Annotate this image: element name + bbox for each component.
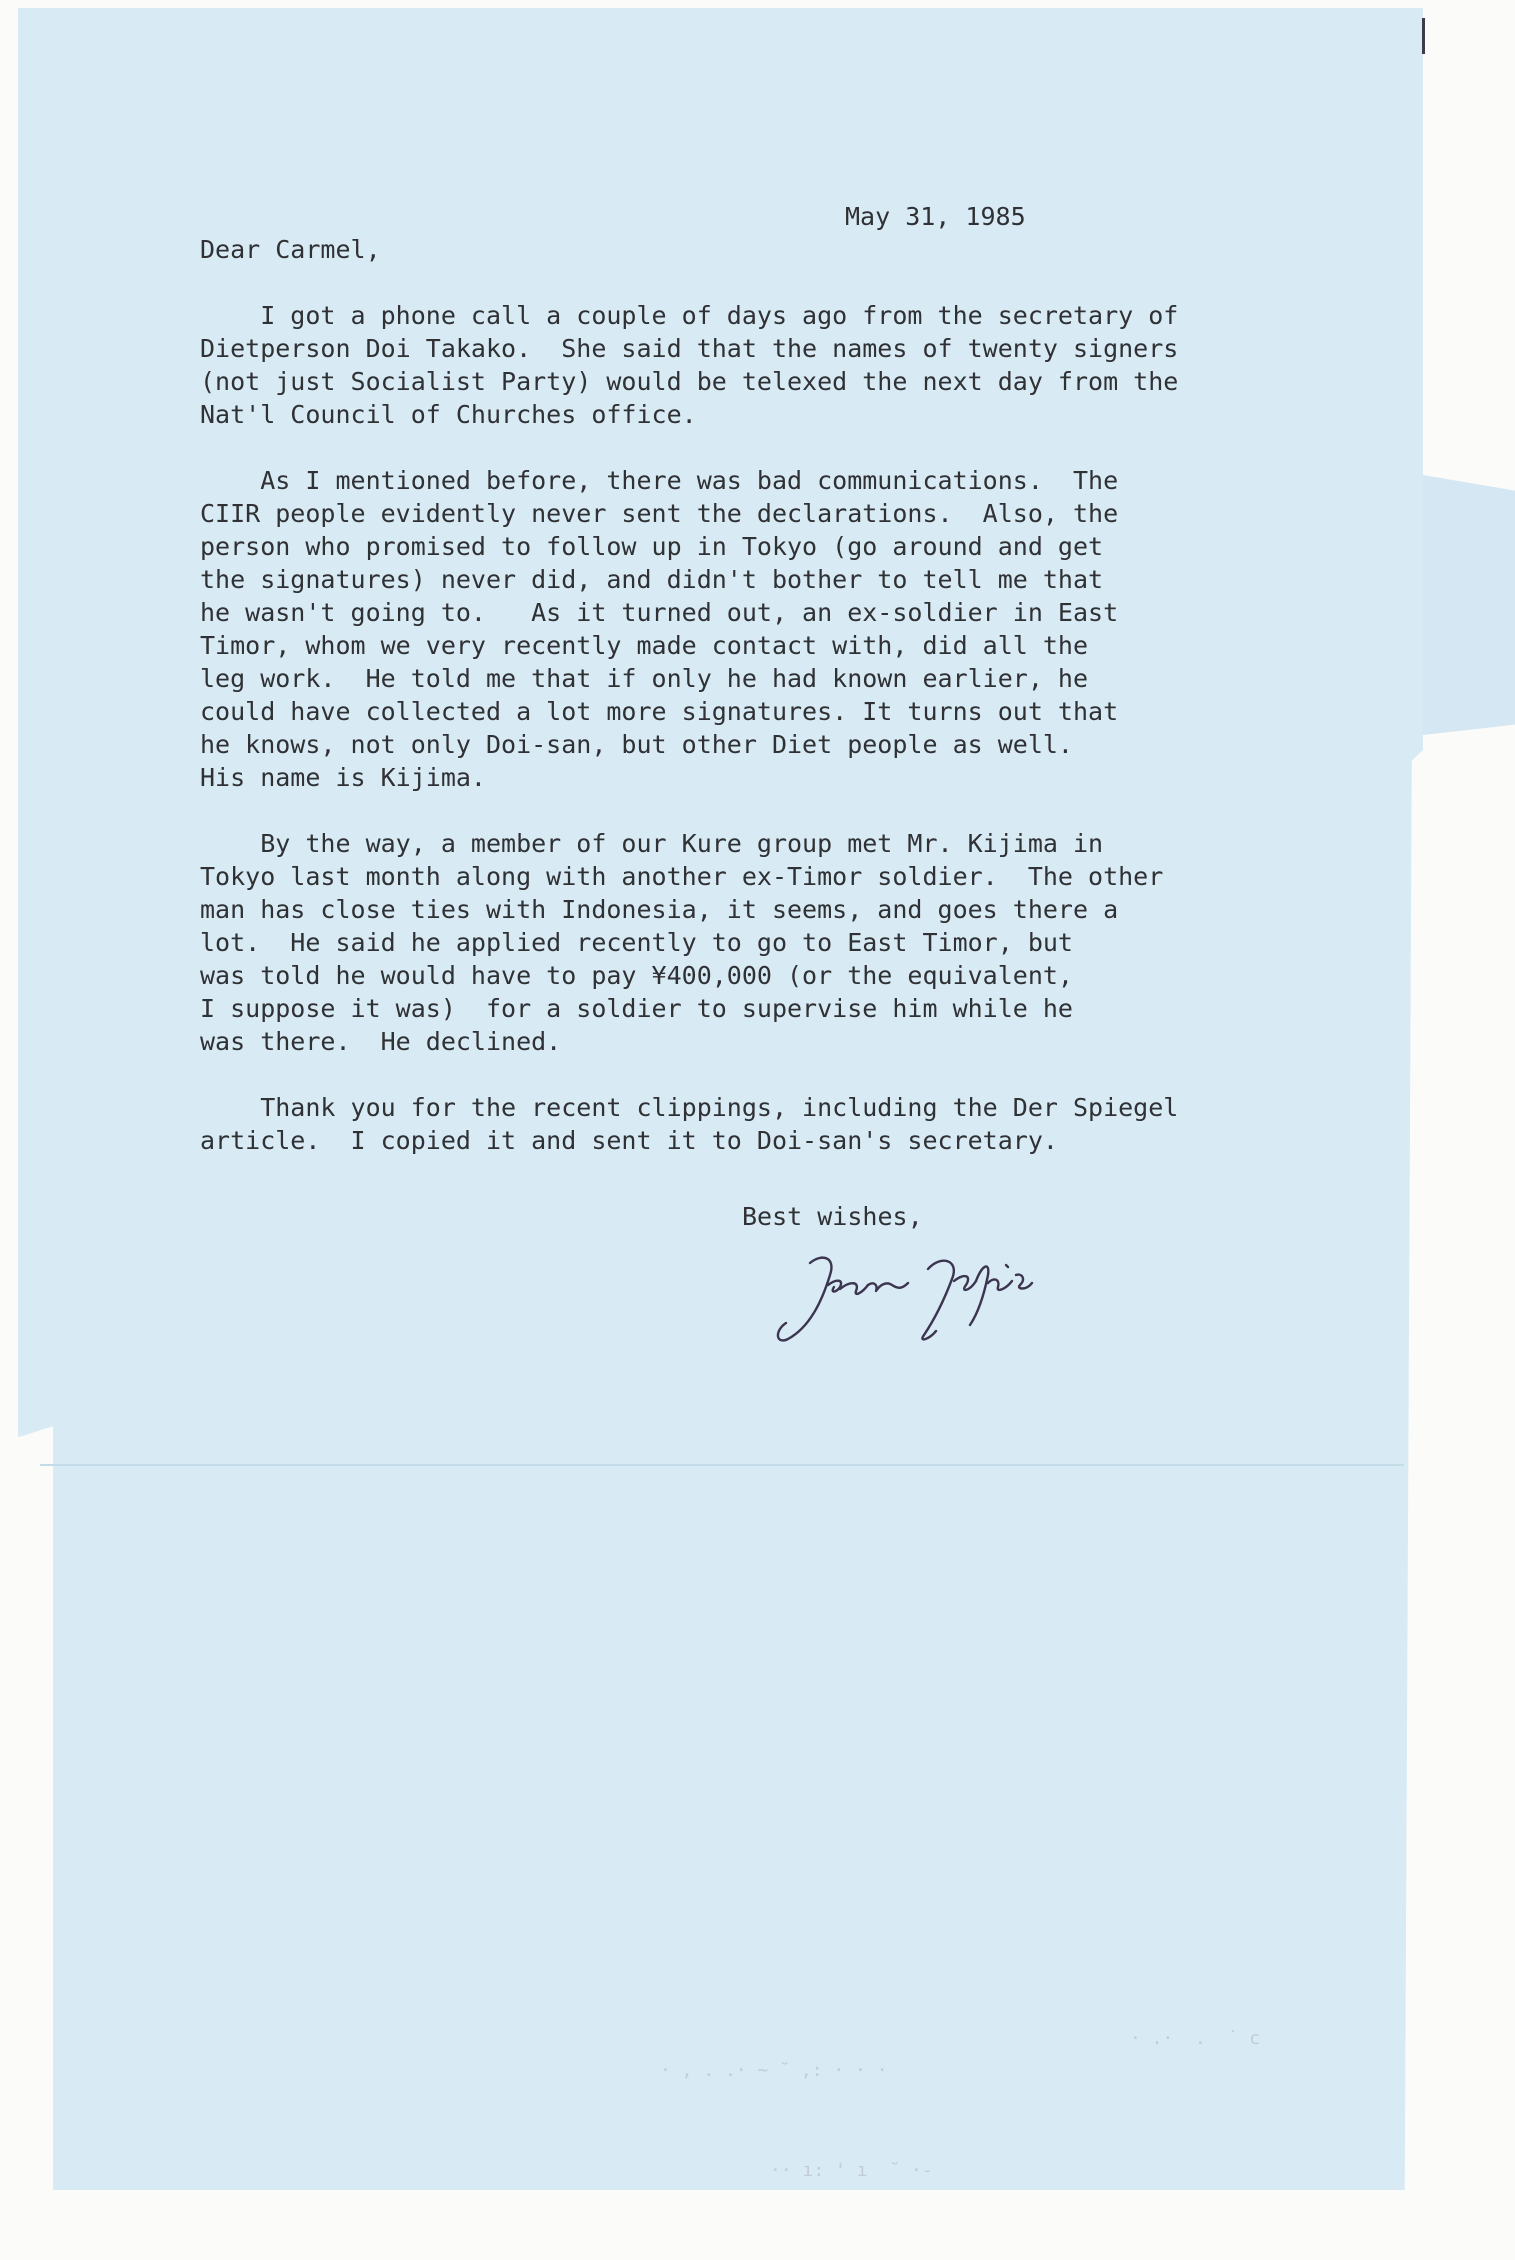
text-line: he wasn't going to. As it turned out, an ex-soldier in East	[200, 598, 1119, 627]
text-line: Nat'l Council of Churches office.	[200, 400, 697, 429]
faint-bleed-through: · .· . ˙ c	[1130, 2028, 1261, 2049]
text-line: man has close ties with Indonesia, it seems, and goes there a	[200, 895, 1119, 924]
handwritten-signature	[770, 1235, 1110, 1355]
text-line: By the way, a member of our Kure group met Mr. Kijima in	[200, 829, 1104, 858]
edge-mark	[1422, 18, 1425, 54]
text-line: I suppose it was) for a soldier to supervise him while he	[200, 994, 1073, 1023]
text-line: was there. He declined.	[200, 1027, 562, 1056]
folded-paper-flap	[1423, 475, 1515, 735]
text-line: Dietperson Doi Takako. She said that the names of twenty signers	[200, 334, 1179, 363]
text-line: CIIR people evidently never sent the declarations. Also, the	[200, 499, 1119, 528]
text-line: Tokyo last month along with another ex-Timor soldier. The other	[200, 862, 1164, 891]
fold-crease	[40, 1464, 1404, 1466]
paragraph-clippings	[200, 1091, 1178, 1157]
letter-date: May 31, 1985	[845, 202, 1026, 231]
text-line: leg work. He told me that if only he had known earlier, he	[200, 664, 1089, 693]
text-line: article. I copied it and sent it to Doi-san's secretary.	[200, 1126, 1058, 1155]
paragraph-kure-group	[200, 827, 1163, 1058]
paragraph-communications	[200, 464, 1118, 794]
faint-bleed-through: · , . .· ~ ˘ ,: · · ·	[660, 2060, 888, 2081]
text-line: Timor, whom we very recently made contact with, did all the	[200, 631, 1089, 660]
text-line: lot. He said he applied recently to go to East Timor, but	[200, 928, 1073, 957]
text-line: he knows, not only Doi-san, but other Diet people as well.	[200, 730, 1073, 759]
text-line: His name is Kijima.	[200, 763, 486, 792]
paragraph-phone-call	[200, 299, 1178, 431]
text-line: Thank you for the recent clippings, including the Der Spiegel	[200, 1093, 1179, 1122]
text-line: the signatures) never did, and didn't bother to tell me that	[200, 565, 1104, 594]
closing: Best wishes,	[742, 1202, 923, 1231]
text-line: I got a phone call a couple of days ago from the secretary of	[200, 301, 1179, 330]
text-line: was told he would have to pay ¥400,000 (or the equivalent,	[200, 961, 1073, 990]
faint-bleed-through: ·· ı: ' ı ˘ ·-	[770, 2160, 933, 2181]
text-line: (not just Socialist Party) would be telexed the next day from the	[200, 367, 1179, 396]
text-line: could have collected a lot more signatures. It turns out that	[200, 697, 1119, 726]
text-line: person who promised to follow up in Tokyo (go around and get	[200, 532, 1104, 561]
text-line: As I mentioned before, there was bad communications. The	[200, 466, 1119, 495]
salutation: Dear Carmel,	[200, 235, 381, 264]
